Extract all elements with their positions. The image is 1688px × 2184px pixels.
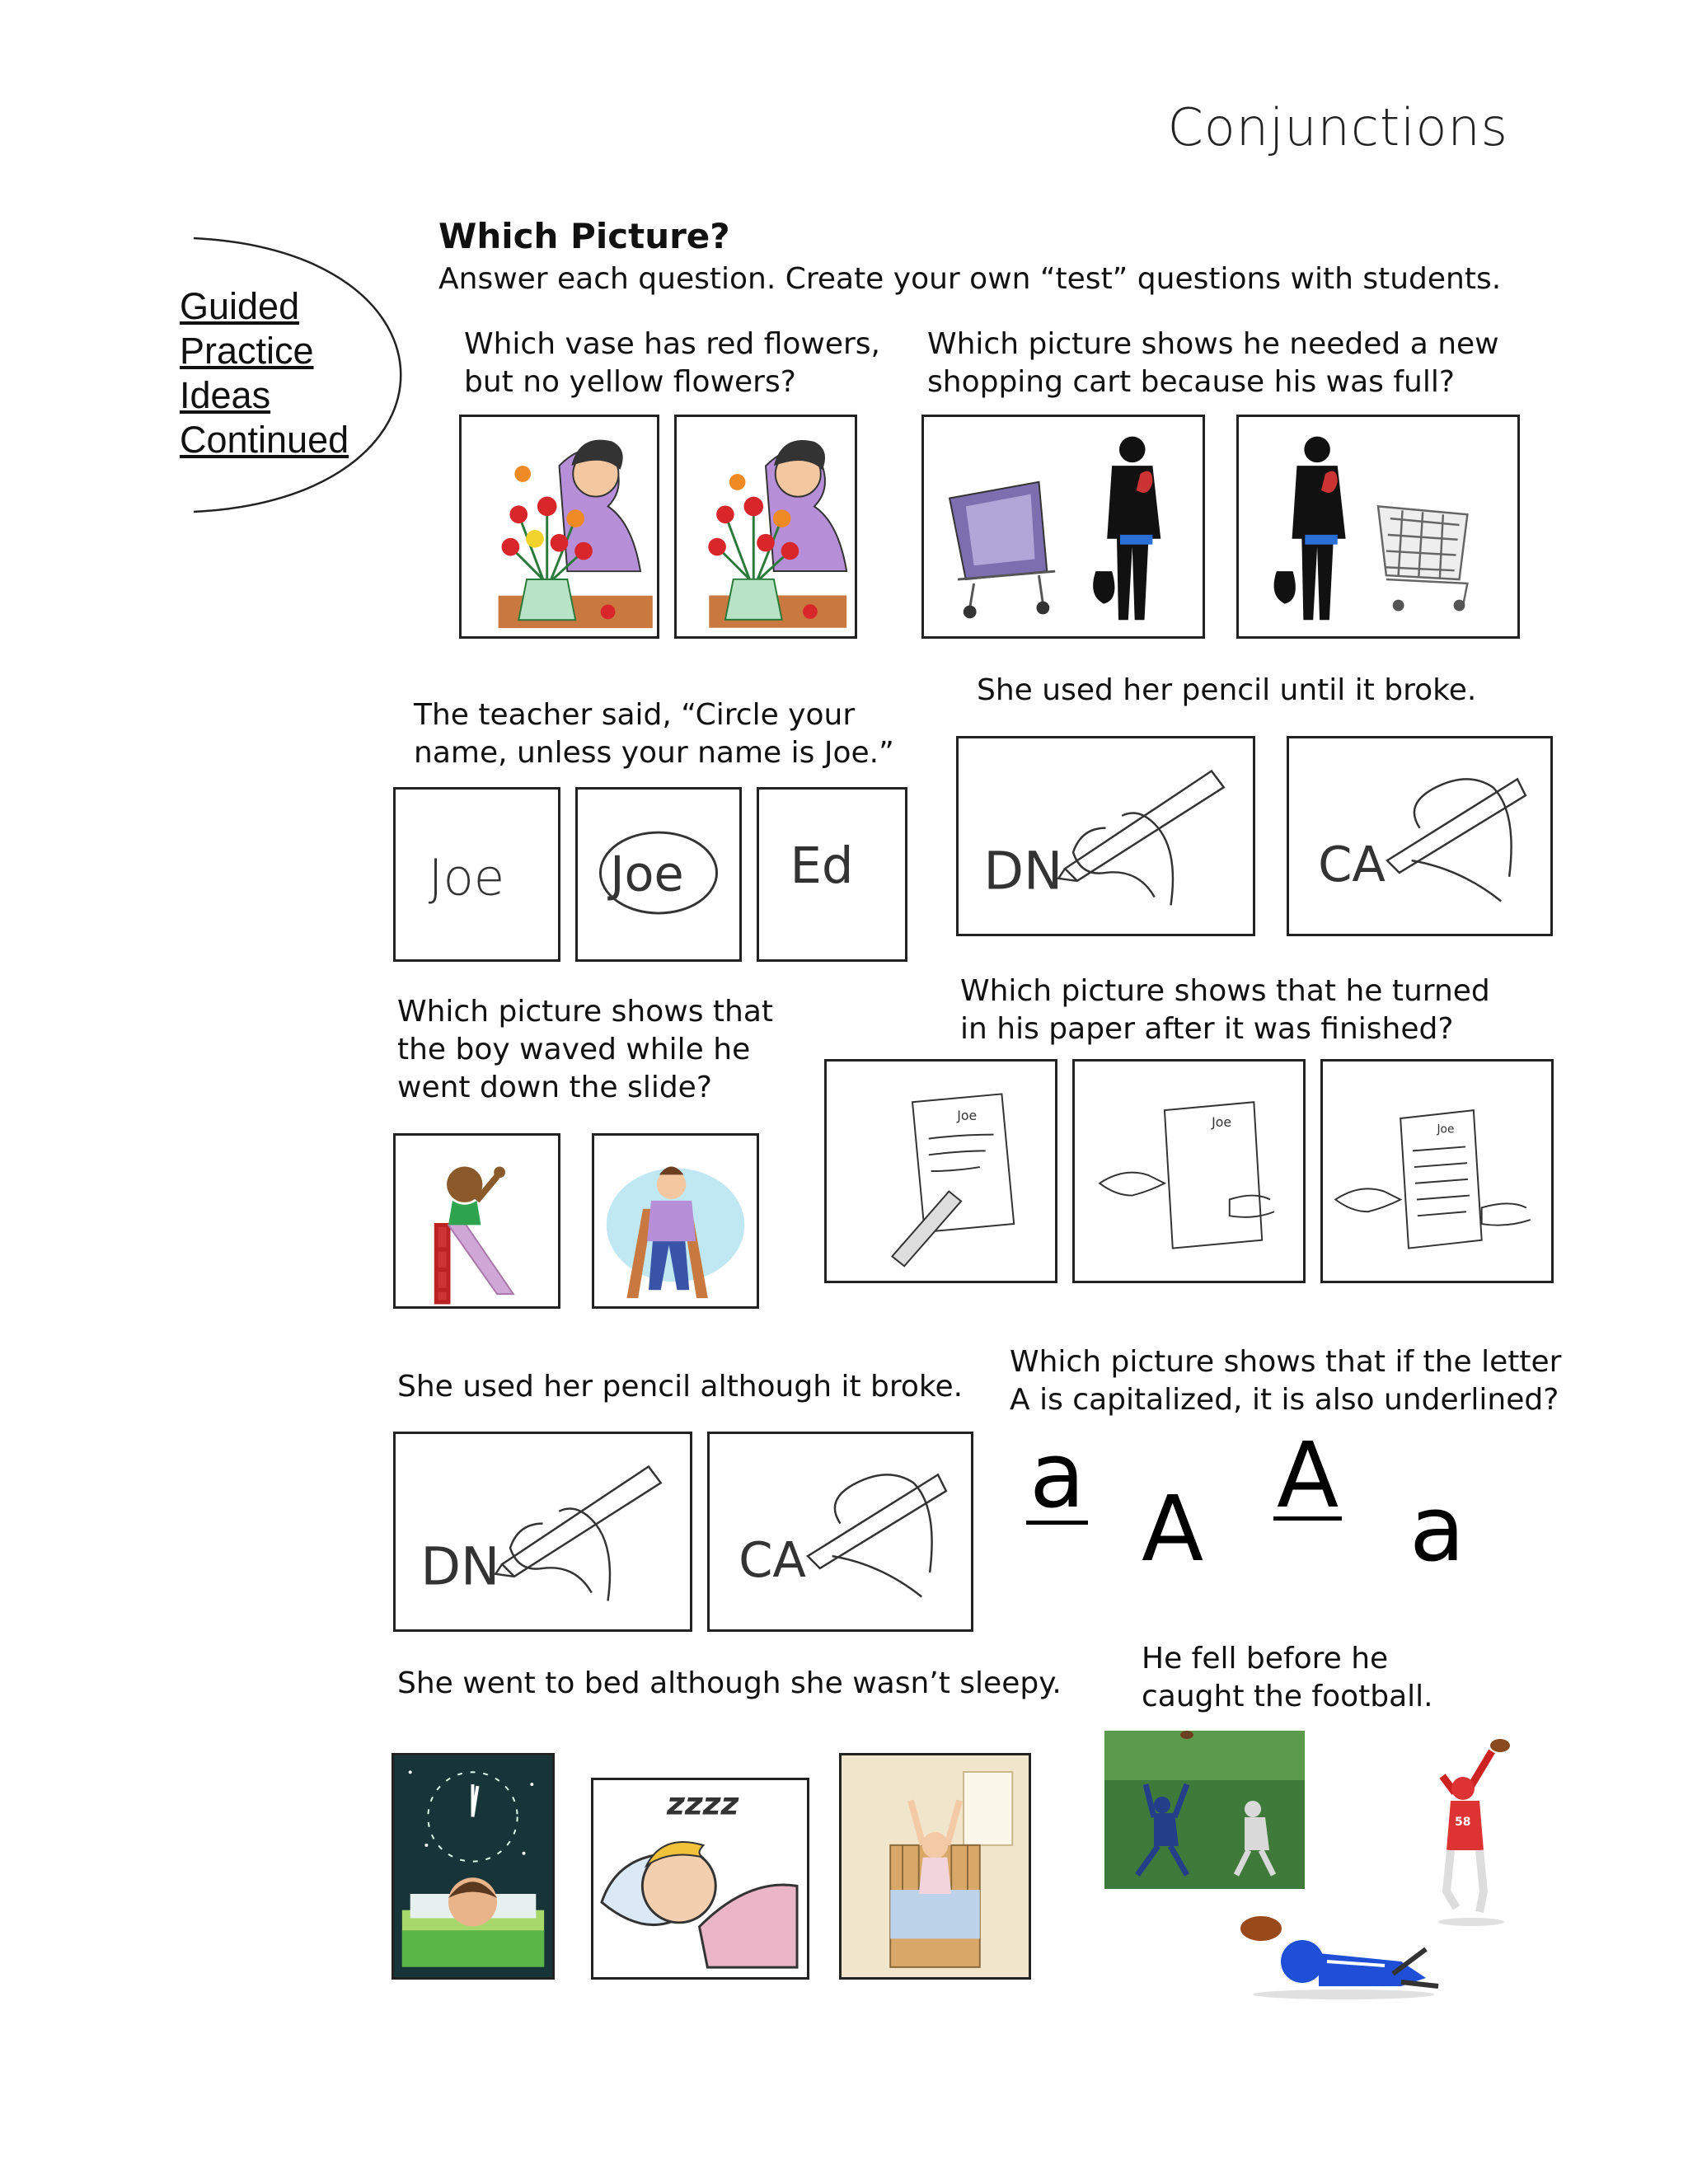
woman-vase-picture <box>462 417 657 636</box>
football-option-fall[interactable] <box>1228 1904 1442 2003</box>
name-option-joe-circled[interactable] <box>575 787 742 962</box>
page-title: Conjunctions <box>1167 97 1508 157</box>
handwriting-text: CA <box>1318 835 1386 893</box>
joe-handwriting <box>396 790 558 959</box>
question-line: She used her pencil although it broke. <box>397 1370 964 1404</box>
handwriting-text: DN <box>983 840 1063 902</box>
handwriting-text: Joe <box>957 1107 978 1123</box>
paper-option-blank[interactable] <box>1072 1059 1306 1283</box>
section-heading: Which Picture? <box>438 216 730 256</box>
question-letter <box>1010 1343 1561 1419</box>
blank-paper-handoff-picture <box>1075 1062 1303 1281</box>
question-football <box>1142 1640 1433 1716</box>
question-line: Which picture shows that he turned <box>960 974 1490 1008</box>
paper-option-writing[interactable] <box>824 1059 1057 1283</box>
empty-cart-man-picture <box>1239 417 1517 636</box>
handwriting-text: Joe <box>1437 1122 1455 1137</box>
paper-option-finished[interactable] <box>1320 1059 1554 1283</box>
football-catch-picture <box>1422 1731 1521 1929</box>
handwriting-text: Ed <box>790 837 854 895</box>
question-line: the boy waved while he <box>397 1033 751 1066</box>
question-line: caught the football. <box>1142 1680 1433 1713</box>
question-line: A is capitalized, it is also underlined? <box>1010 1383 1559 1417</box>
guided-practice-label <box>180 284 349 462</box>
letter-option-lower-underlined[interactable]: a <box>1026 1430 1088 1525</box>
question-line: She used her pencil until it broke. <box>977 673 1477 707</box>
football-fall-picture <box>1228 1904 1442 2003</box>
question-bed <box>397 1665 1062 1703</box>
bed-option-sleeping[interactable] <box>591 1778 809 1980</box>
pencil-until-option-2[interactable] <box>1287 736 1553 936</box>
question-line: Which vase has red flowers, <box>464 327 881 361</box>
full-cart-man-picture <box>924 417 1203 636</box>
pencil-writing-picture <box>710 1434 971 1629</box>
question-paper <box>960 972 1490 1048</box>
question-pencil-until <box>977 672 1476 710</box>
vase-option-1[interactable] <box>459 415 659 639</box>
question-line: shopping cart because his was full? <box>927 365 1455 399</box>
handwriting-text: Joe <box>428 849 505 907</box>
handwriting-text: Joe <box>1212 1113 1232 1130</box>
question-circle-name <box>414 696 894 772</box>
pencil-writing-picture <box>959 738 1253 934</box>
side-label-line: Guided <box>180 285 300 327</box>
question-line: Which picture shows that <box>397 995 773 1029</box>
football-option-catch[interactable] <box>1422 1731 1521 1929</box>
joe-circled-handwriting <box>578 790 739 959</box>
cart-option-1[interactable] <box>921 415 1205 639</box>
woman-vase-picture <box>677 417 855 636</box>
letter-option-upper-plain[interactable]: A <box>1142 1476 1204 1582</box>
question-vase <box>464 326 880 401</box>
letter-option-upper-underlined[interactable]: A <box>1273 1434 1342 1521</box>
boy-sliding-picture <box>594 1136 757 1306</box>
pencil-writing-picture <box>1289 738 1550 934</box>
question-pencil-although <box>397 1368 963 1406</box>
bed-option-night[interactable] <box>392 1753 555 1980</box>
name-option-ed[interactable] <box>757 787 907 962</box>
pencil-writing-picture <box>396 1434 690 1629</box>
pencil-although-option-1[interactable] <box>393 1432 692 1632</box>
side-label-line: Continued <box>180 419 349 461</box>
ed-handwriting <box>759 790 905 959</box>
question-cart <box>927 326 1499 401</box>
boy-awake-night-picture <box>394 1755 552 1977</box>
question-slide <box>397 993 773 1107</box>
question-line: went down the slide? <box>397 1071 712 1104</box>
football-option-field[interactable] <box>1104 1731 1305 1889</box>
side-label-line: Practice <box>180 330 314 372</box>
finished-paper-handoff-picture <box>1323 1062 1551 1281</box>
handwriting-text: CA <box>738 1530 806 1588</box>
boy-waving-slide-picture <box>396 1136 558 1306</box>
writing-paper-picture <box>827 1062 1055 1281</box>
question-line: He fell before he <box>1142 1642 1389 1675</box>
pencil-although-option-2[interactable] <box>707 1432 973 1632</box>
cart-option-2[interactable] <box>1236 415 1520 639</box>
letter-option-lower-plain[interactable]: a <box>1409 1476 1465 1582</box>
handwriting-text: Joe <box>610 845 684 902</box>
question-line: Which picture shows he needed a new <box>927 327 1499 361</box>
girl-stretching-bed-picture <box>842 1755 1029 1977</box>
question-line: The teacher said, “Circle your <box>414 698 856 732</box>
question-line: She went to bed although she wasn’t sleepy. <box>397 1666 1062 1700</box>
question-line: Which picture shows that if the letter <box>1010 1345 1562 1379</box>
question-line: in his paper after it was finished? <box>960 1012 1454 1046</box>
sleeping-boy-picture <box>593 1780 807 1977</box>
section-intro: Answer each question. Create your own “test” questions with students. <box>438 262 1502 296</box>
handwriting-text: DN <box>420 1535 500 1597</box>
zzz-text: zzzz <box>667 1785 739 1822</box>
name-option-joe[interactable] <box>393 787 560 962</box>
bed-option-stretching[interactable] <box>839 1753 1031 1980</box>
slide-option-not-waving[interactable] <box>592 1133 759 1309</box>
side-label-line: Ideas <box>180 374 271 416</box>
question-line: name, unless your name is Joe.” <box>414 736 894 770</box>
slide-option-waving[interactable] <box>393 1133 560 1309</box>
pencil-until-option-1[interactable] <box>956 736 1255 936</box>
football-field-picture <box>1104 1731 1305 1889</box>
question-line: but no yellow flowers? <box>464 365 796 399</box>
jersey-number-text: 58 <box>1455 1816 1471 1829</box>
vase-option-2[interactable] <box>674 415 857 639</box>
